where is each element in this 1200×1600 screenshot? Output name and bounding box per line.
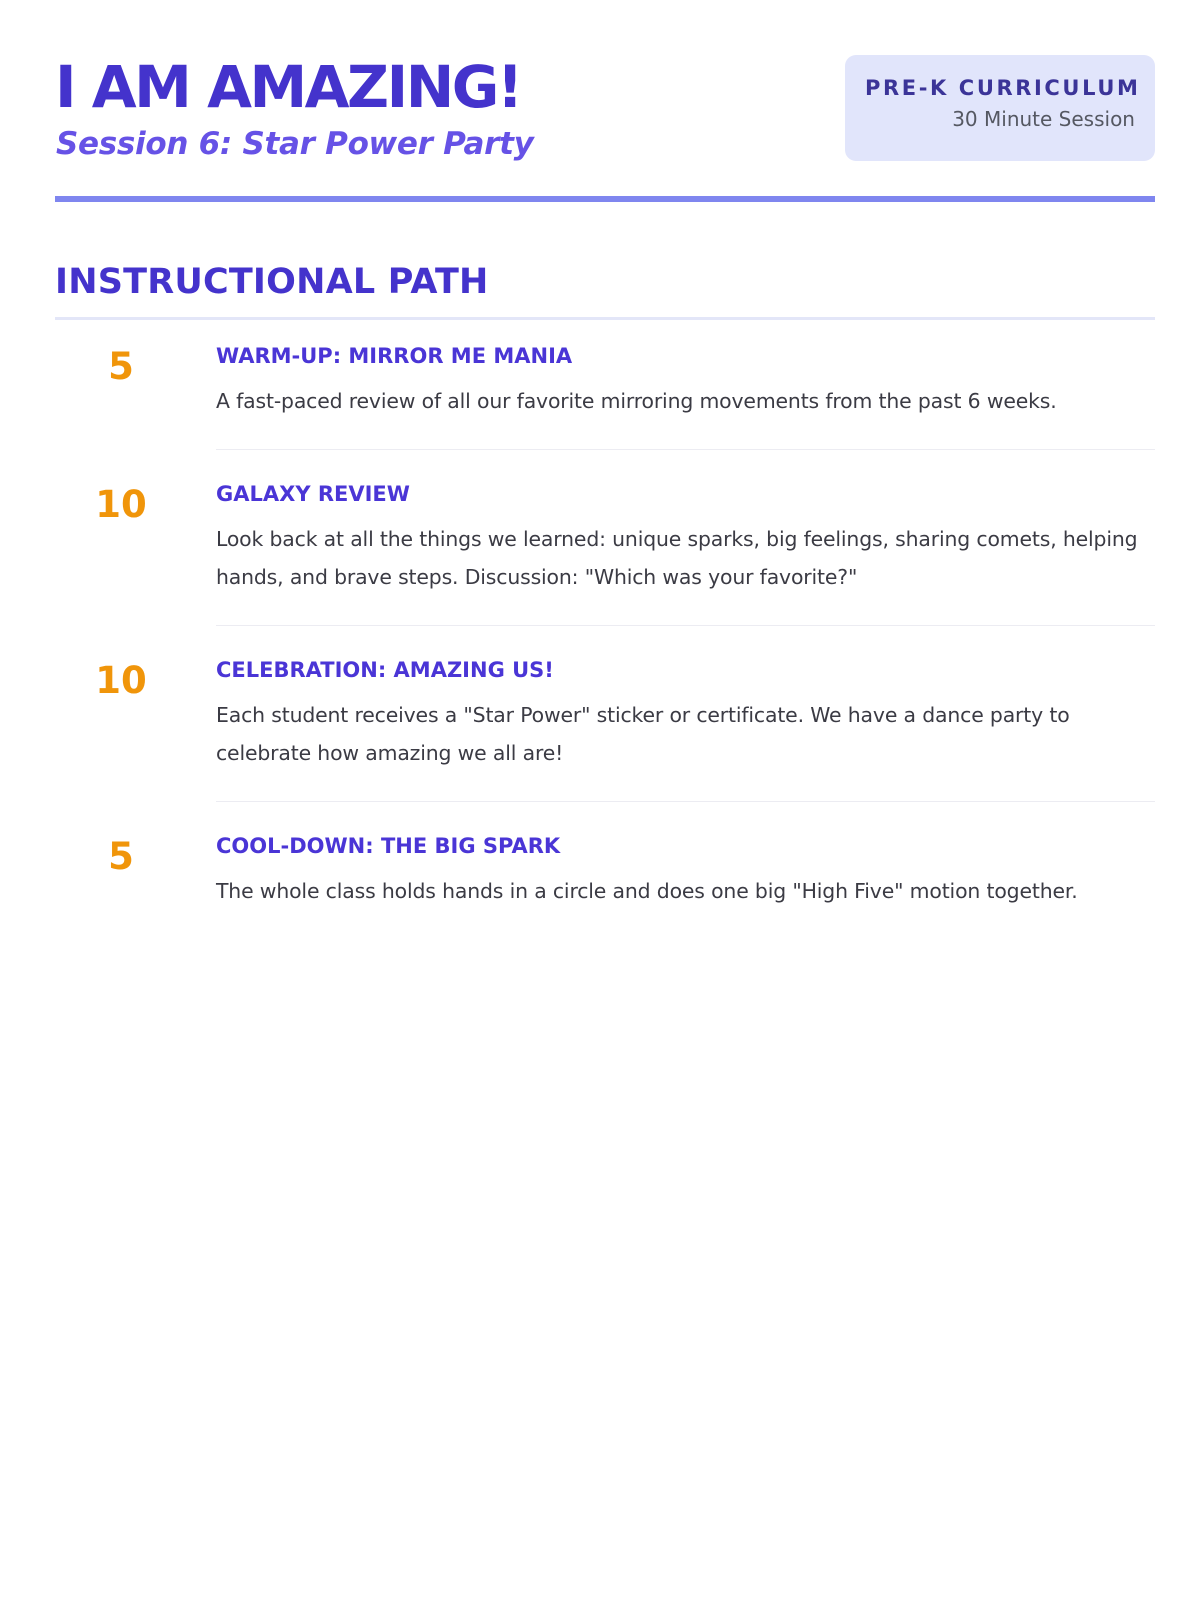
step-title: WARM-UP: MIRROR ME MANIA — [216, 344, 573, 368]
step-title: CELEBRATION: AMAZING US! — [216, 658, 554, 682]
path-step — [55, 832, 1155, 939]
step-description: A fast-paced review of all our favorite mirroring movements from the past 6 weeks. — [216, 389, 1057, 413]
step-body — [216, 342, 1155, 450]
step-minutes: 5 — [108, 345, 134, 388]
step-description: The whole class holds hands in a circle and does one big "High Five" motion together. — [216, 879, 1078, 903]
step-minutes: 10 — [95, 483, 147, 526]
curriculum-badge-duration: 30 Minute Session — [952, 107, 1135, 131]
curriculum-badge-title: PRE-K CURRICULUM — [865, 76, 1141, 100]
header-divider — [55, 196, 1155, 202]
step-body — [216, 480, 1155, 626]
step-minutes: 10 — [95, 659, 147, 702]
page-header — [55, 0, 1155, 196]
lesson-page — [55, 0, 1155, 903]
session-subtitle: Session 6: Star Power Party — [56, 126, 534, 162]
step-title: COOL-DOWN: THE BIG SPARK — [216, 834, 561, 858]
step-title: GALAXY REVIEW — [216, 482, 410, 506]
path-step — [55, 342, 1155, 450]
step-minutes: 5 — [108, 835, 134, 878]
step-description: Look back at all the things we learned: unique sparks, big feelings, sharing comets, helping hands, and brave steps. Discussion: "Which was your favorite?" — [216, 527, 1138, 589]
section-divider — [55, 317, 1155, 320]
instructional-path-list — [55, 342, 1155, 939]
path-step — [55, 656, 1155, 802]
step-body — [216, 656, 1155, 802]
section-title: INSTRUCTIONAL PATH — [55, 262, 489, 302]
step-description: Each student receives a "Star Power" sticker or certificate. We have a dance party to celebrate how amazing we all are! — [216, 703, 1070, 765]
step-body — [216, 832, 1155, 939]
curriculum-badge — [845, 55, 1155, 161]
page-title: I AM AMAZING! — [55, 53, 521, 121]
path-step — [55, 480, 1155, 626]
